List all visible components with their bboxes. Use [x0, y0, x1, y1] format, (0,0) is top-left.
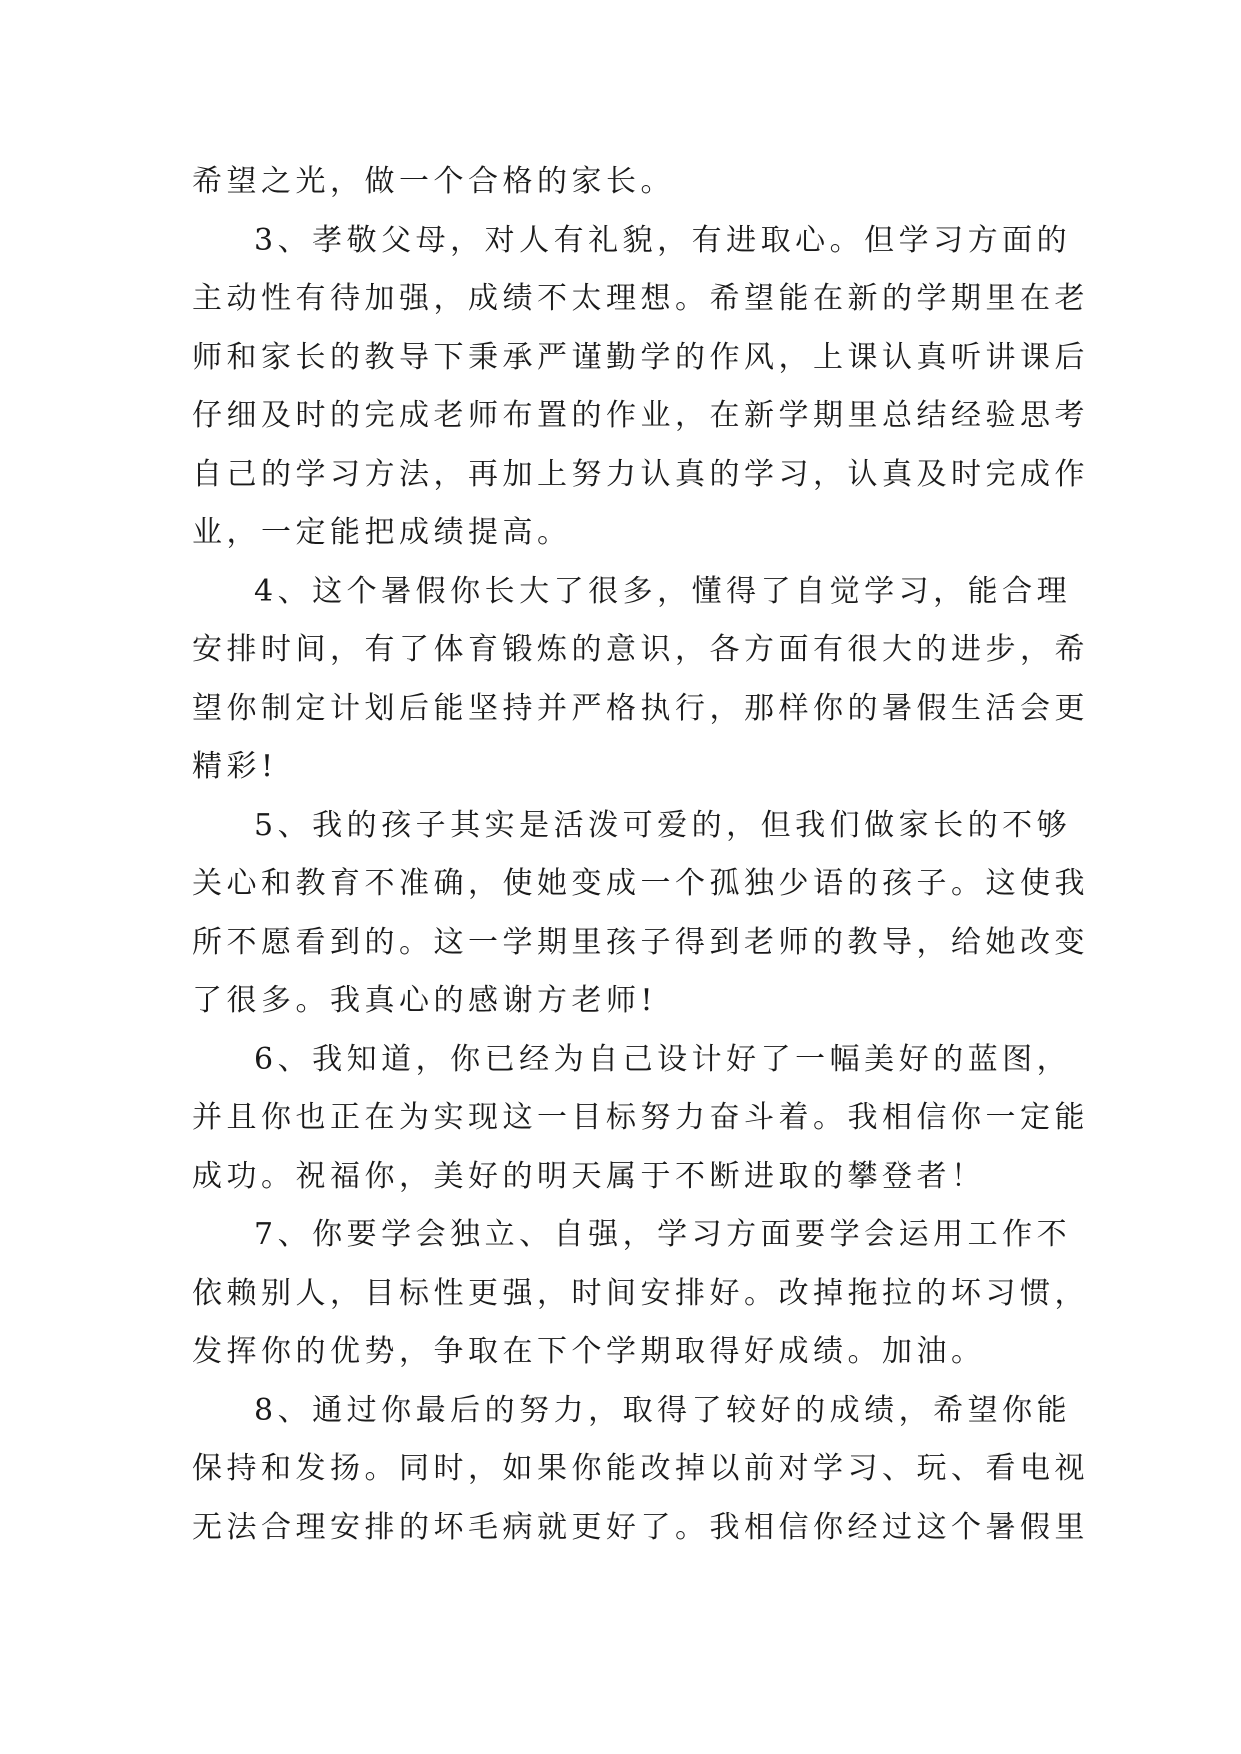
text-line: 关心和教育不准确，使她变成一个孤独少语的孩子。这使我	[192, 866, 1089, 901]
text-line: 无法合理安排的坏毛病就更好了。我相信你经过这个暑假里	[192, 1509, 1089, 1545]
text-line: 所不愿看到的。这一学期里孩子得到老师的教导，给她改变	[192, 924, 1089, 960]
text-line: 业，一定能把成绩提高。	[192, 515, 572, 550]
paragraph-6-line: 6、我知道，你已经为自己设计好了一幅美好的蓝图，	[254, 1041, 1072, 1077]
text-line: 依赖别人，目标性更强，时间安排好。改掉拖拉的坏习惯，	[192, 1275, 1089, 1311]
text-line: 自己的学习方法，再加上努力认真的学习，认真及时完成作	[192, 456, 1089, 492]
text-line: 成功。祝福你，美好的明天属于不断进取的攀登者！	[192, 1158, 986, 1194]
text-line: 希望之光，做一个合格的家长。	[192, 164, 675, 199]
paragraph-3-line: 3、孝敬父母，对人有礼貌，有进取心。但学习方面的	[254, 222, 1072, 258]
text-line: 保持和发扬。同时，如果你能改掉以前对学习、玩、看电视	[192, 1451, 1089, 1486]
text-line: 精彩!	[192, 749, 278, 784]
paragraph-7-line: 7、你要学会独立、自强，学习方面要学会运用工作不	[254, 1217, 1072, 1252]
document-body	[192, 153, 1089, 1557]
text-line: 安排时间，有了体育锻炼的意识，各方面有很大的进步，希	[192, 632, 1089, 667]
paragraph-4-line: 4、这个暑假你长大了很多，懂得了自觉学习，能合理	[254, 573, 1072, 609]
text-line: 主动性有待加强，成绩不太理想。希望能在新的学期里在老	[192, 281, 1089, 316]
text-line: 望你制定计划后能坚持并严格执行，那样你的暑假生活会更	[192, 690, 1089, 726]
text-line: 并且你也正在为实现这一目标努力奋斗着。我相信你一定能	[192, 1100, 1089, 1135]
paragraph-8-line: 8、通过你最后的努力，取得了较好的成绩，希望你能	[254, 1392, 1072, 1428]
text-line: 发挥你的优势，争取在下个学期取得好成绩。加油。	[192, 1334, 986, 1369]
text-line: 仔细及时的完成老师布置的作业，在新学期里总结经验思考	[192, 398, 1089, 433]
text-line: 了很多。我真心的感谢方老师!	[192, 983, 658, 1018]
text-line: 师和家长的教导下秉承严谨勤学的作风，上课认真听讲课后	[192, 339, 1089, 375]
paragraph-5-line: 5、我的孩子其实是活泼可爱的，但我们做家长的不够	[254, 807, 1072, 843]
